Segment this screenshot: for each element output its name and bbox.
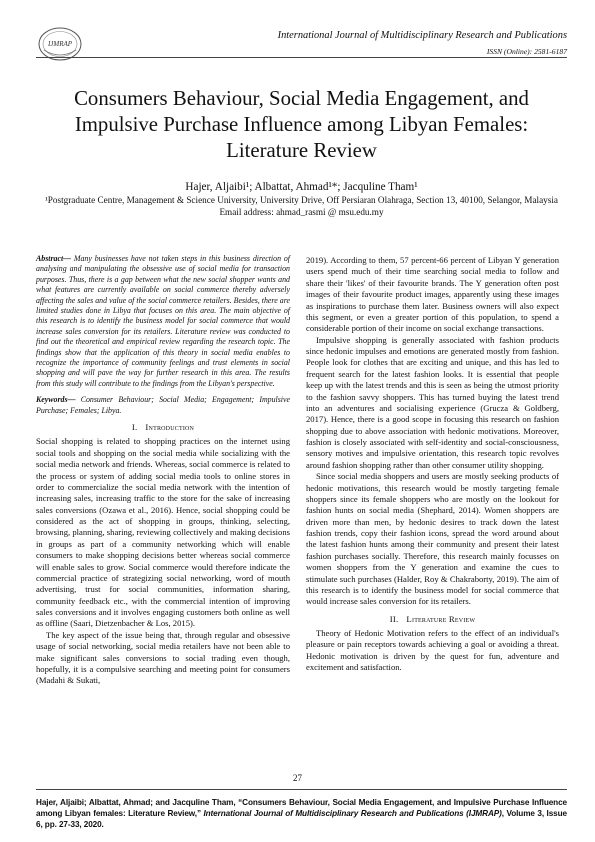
section-title: Literature Review <box>406 613 476 624</box>
section-number: II. <box>389 613 399 624</box>
keywords <box>36 395 290 416</box>
citation-journal: International Journal of Multidisciplinary Research and Publications (IJMRAP) <box>203 809 502 818</box>
email: Email address: ahmad_rasmi @ msu.edu.my <box>219 206 384 217</box>
keywords-label: Keywords— <box>36 395 76 405</box>
paragraph: Since social media shoppers and users are mostly seeking products of hedonic motivations, this research would be mostly targeting female shoppers since its female shoppers who are mostly on the lookout for fashion hunts on social media (Shephard, 2014). Women shoppers are driven more than men, by hedonic desires to track down the latest fashion trends, copy their fashion icons, spread the word around about the latest fashion hunts among their community and present their latest fashion purchases socially. Therefore, this research mainly focusses on women shoppers from the Y generation and examine the cues to stimulate such purchases (Halder, Roy & Chakraborty, 2019). The aim of this research is to identify the business model for social commerce that would increase sales conversion for its retailers. <box>306 471 559 607</box>
citation-authors: Hajer, Aljaibi; Albattat, Ahmad; and Jacquline Tham, “Consumers Behaviour, Social Media Engagement, and Impulsive Purchase Influence among Libyan females: Literature Review,” <box>36 798 567 818</box>
paragraph: Social shopping is related to shopping practices on the internet using social tools and shopping on the social media while socializing with the social media network and friends. Whereas, social commerce is related to the process or system of adding social media tools to online stores in order to commercialize the social media network with the intention of increasing sales, increasing traffic to the store for the sake of increasing sales conversions (Ozawa et al., 2016). Hence, social shopping could be considered as the act of shopping in groups, thinking, selecting, browsing, planning, sharing, reviewing collectively and making decisions in groups as part of a community networking which will enable consumers to make shopping decisions better whereas social commerce will enable sales to grow. Social commerce would therefore indicate the commercial practice of strategizing social networking, word of mouth advertising, trust for social communities, information sharing, community feedback etc., with the commercial intention of improving sales conversions and it involves engaging customers both online as well as offline (Saari, Dietzenbacher & Los, 2015). <box>36 436 290 629</box>
affiliation-block <box>36 195 567 218</box>
keywords-text: Consumer Behaviour; Social Media; Engagement; Impulsive Purchase; Females; Libya. <box>36 395 290 415</box>
citation-volume: , Volume 3, Issue 6, pp. 27-33, 2020. <box>36 809 567 829</box>
paper-title: Consumers Behaviour, Social Media Engagement, and Impulsive Purchase Influence among Libyan Females: Literature Review <box>74 87 529 162</box>
section-title: Introduction <box>145 422 195 433</box>
citation <box>36 797 567 830</box>
paragraph: The key aspect of the issue being that, through regular and obsessive usage of social networking, social media retailers have not been able to make significant sales conversions to social trading even though, hopefully, it is a compulsive searching and meeting point for consumers (Madahi & Sukati, <box>36 629 290 686</box>
section-heading-literature-review <box>306 614 559 625</box>
paragraph: Impulsive shopping is generally associated with fashion products since hedonic impulses and emotions are generated mostly from fashion. People look for clothes that are exciting and unique, and this has led to frequent search for the latest fashion looks. It is essential that people keep up with the latest trends and this is seen as being the utmost priority to the fashion savvy shoppers. This has turned buying the latest trend into an adventures and socialising experience (Grucza & Goldberg, 2017). Hence, there is a good scope in focusing this research on fashion shopping due to above association with hedonic motivations. Moreover, fashion is closely associated with self-identity and social-consciousness, sensory motives and impulsive orientation, this research topic revolves around fashion shopping rather than other consumer utility shopping. <box>306 334 559 470</box>
footer-rule <box>36 789 567 790</box>
authors: Hajer, Aljaibi¹; Albattat, Ahmad¹*; Jacquline Tham¹ <box>185 181 418 193</box>
header-rule <box>36 57 567 58</box>
paragraph: 2019). According to them, 57 percent-66 percent of Libyan Y generation users spend much of their time searching social media to follow and share their 'likes' of their favourite brands. The Y generation often post images of their favourite product images, apparently using these images as inspirations to purchase them later. Business owners will also expect this segment, or even a greater portion of this population, to spend a considerable portion of their income on social exchange transactions. <box>306 255 559 334</box>
svg-text:IJMRAP: IJMRAP <box>47 40 73 48</box>
right-column <box>306 255 559 674</box>
page-number: 27 <box>293 773 302 783</box>
abstract-label: Abstract— <box>36 254 72 263</box>
left-column <box>36 254 290 687</box>
section-heading-introduction <box>36 422 290 433</box>
abstract <box>36 254 290 389</box>
section-number: I. <box>131 422 138 433</box>
issn: ISSN (Online): 2581-6187 <box>486 47 567 56</box>
journal-logo <box>36 24 84 64</box>
paragraph: Theory of Hedonic Motivation refers to the effect of an individual's pleasure or pain receptors towards achieving a goal or avoiding a threat. Hedonic motivation is driven by the quest for fun, adventure and excitement and satisfaction. <box>306 628 559 673</box>
affiliation: ¹Postgraduate Centre, Management & Science University, University Drive, Off Persiaran Olahraga, Section 13, 40100, Selangor, Malaysia <box>45 195 558 205</box>
abstract-text: Many businesses have not taken steps in this business direction of analysing and manipulating the obsessive use of social media for transaction purposes. Thus, there is a gap between what the new social shopper wants and what features are currently available on social commerce thereby adversely affecting the sales and value of the social commerce retailers. Besides, there are limited studies done in Libya that focuses on this area. The main objective of this research is to identify the business model for social commerce that would increase sales conversion for its retailers. Literature review was conducted to find out the theoretical and empirical review regarding the research topic. The findings show that the application of this theory in social media enables to recognize the importance of community feelings and trust elements in social shopping and will pave the way for further research in this area. The results from this study will contribute to the findings from the Libyan's perspective. <box>36 254 290 388</box>
journal-title: International Journal of Multidisciplinary Research and Publications <box>277 30 567 41</box>
